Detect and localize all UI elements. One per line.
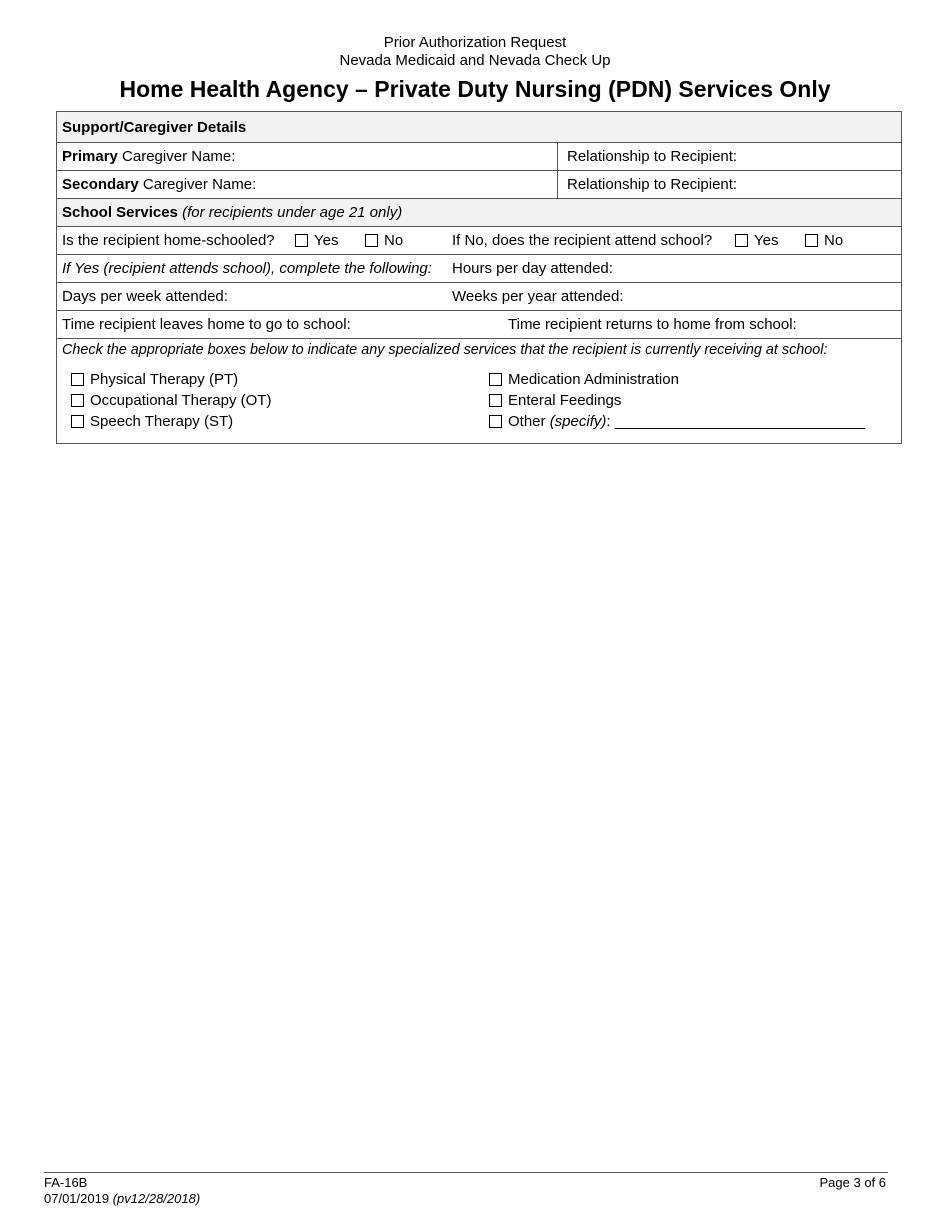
- support-heading: Support/Caregiver Details: [62, 119, 247, 136]
- school-heading-note: (for recipients under age 21 only): [177, 204, 403, 221]
- primary-relationship-label: Relationship to Recipient:: [567, 148, 738, 165]
- yes-label: Yes: [314, 232, 339, 249]
- time-leaves-label: Time recipient leaves home to go to school:: [62, 316, 351, 333]
- service-label: Enteral Feedings: [508, 392, 622, 409]
- days-per-week-label: Days per week attended:: [62, 288, 228, 305]
- service-label: Speech Therapy (ST): [90, 413, 234, 430]
- primary-caregiver-label: [62, 143, 235, 170]
- school-heading: [62, 199, 402, 226]
- weeks-per-year-label: Weeks per year attended:: [452, 288, 624, 305]
- checkbox-icon[interactable]: [295, 234, 308, 247]
- header-line-2: Nevada Medicaid and Nevada Check Up: [339, 52, 611, 69]
- specialized-services-row: [57, 339, 901, 443]
- column-divider: [557, 143, 558, 170]
- form-date-text: 07/01/2019: [44, 1191, 110, 1206]
- service-occupational-therapy[interactable]: [71, 390, 271, 411]
- checkbox-icon[interactable]: [365, 234, 378, 247]
- no-label: No: [824, 232, 844, 249]
- form-id: FA-16B: [44, 1175, 88, 1190]
- school-heading-row: [57, 199, 901, 227]
- form-date: [44, 1191, 200, 1207]
- checkbox-icon[interactable]: [735, 234, 748, 247]
- home-schooled-no[interactable]: [365, 227, 403, 254]
- attend-school-yes[interactable]: [735, 227, 778, 254]
- attend-school-no[interactable]: [805, 227, 843, 254]
- header-line-1: Prior Authorization Request: [383, 34, 567, 51]
- yes-label: Yes: [754, 232, 779, 249]
- checkbox-icon[interactable]: [489, 373, 502, 386]
- support-caregiver-form: [56, 111, 902, 444]
- home-schooled-yes[interactable]: [295, 227, 338, 254]
- if-yes-note: If Yes (recipient attends school), complete the following:: [62, 260, 432, 277]
- secondary-bold: Secondary: [62, 176, 139, 193]
- hours-per-day-label: Hours per day attended:: [452, 260, 613, 277]
- secondary-caregiver-label: [62, 171, 256, 198]
- service-label: Physical Therapy (PT): [90, 371, 239, 388]
- home-schooled-question: Is the recipient home-schooled?: [62, 232, 275, 249]
- secondary-caregiver-row: [57, 171, 901, 199]
- primary-label-text: Caregiver Name:: [117, 148, 236, 165]
- checkbox-icon[interactable]: [489, 415, 502, 428]
- footer-divider: [44, 1172, 888, 1173]
- checkbox-icon[interactable]: [71, 415, 84, 428]
- support-heading-row: [57, 112, 901, 143]
- other-label: Other: [508, 413, 550, 430]
- secondary-label-text: Caregiver Name:: [138, 176, 257, 193]
- service-label: Medication Administration: [508, 371, 679, 388]
- primary-bold: Primary: [62, 148, 118, 165]
- service-other[interactable]: [489, 411, 865, 432]
- other-specify-blank[interactable]: : ______________________________: [606, 413, 865, 430]
- if-yes-row: [57, 255, 901, 283]
- service-enteral-feedings[interactable]: [489, 390, 621, 411]
- check-instruction: Check the appropriate boxes below to indicate any specialized services that the recipient is currently receiving at school:: [62, 342, 828, 358]
- checkbox-icon[interactable]: [489, 394, 502, 407]
- service-speech-therapy[interactable]: [71, 411, 233, 432]
- secondary-relationship-label: Relationship to Recipient:: [567, 176, 738, 193]
- service-label: Occupational Therapy (OT): [90, 392, 272, 409]
- checkbox-icon[interactable]: [805, 234, 818, 247]
- prev-version: (pv12/28/2018): [112, 1191, 201, 1206]
- attend-school-question: If No, does the recipient attend school?: [452, 232, 713, 249]
- primary-caregiver-row: [57, 143, 901, 171]
- other-specify: (specify): [549, 413, 607, 430]
- column-divider: [557, 171, 558, 198]
- school-heading-bold: School Services: [62, 204, 178, 221]
- home-schooled-row: [57, 227, 901, 255]
- no-label: No: [384, 232, 404, 249]
- page-title: Home Health Agency – Private Duty Nursing (PDN) Services Only: [119, 76, 831, 102]
- school-times-row: [57, 311, 901, 339]
- days-weeks-row: [57, 283, 901, 311]
- service-medication-administration[interactable]: [489, 369, 679, 390]
- service-physical-therapy[interactable]: [71, 369, 238, 390]
- checkbox-icon[interactable]: [71, 394, 84, 407]
- checkbox-icon[interactable]: [71, 373, 84, 386]
- time-returns-label: Time recipient returns to home from school:: [508, 316, 797, 333]
- page-number: Page 3 of 6: [819, 1175, 886, 1190]
